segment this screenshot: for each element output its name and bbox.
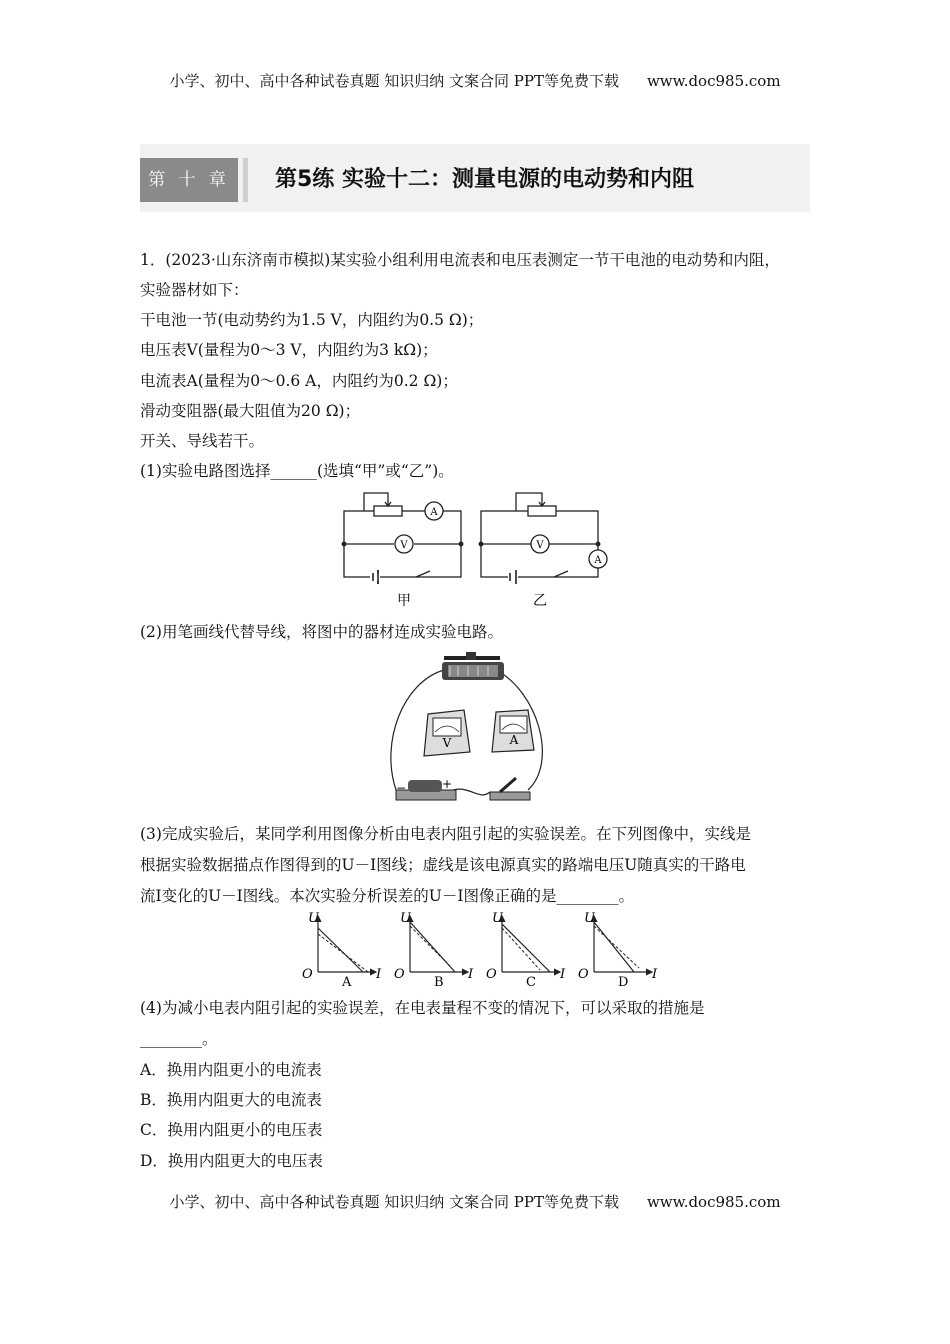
meter-a-yi: A xyxy=(594,555,602,566)
battery-minus: − xyxy=(396,781,407,795)
page-header xyxy=(0,70,950,91)
battery-plus: + xyxy=(442,777,453,791)
label-jia: 甲 xyxy=(397,593,411,609)
chapter-tag: 第 十 章 xyxy=(140,158,238,202)
part-3-line-1: (3)完成实验后，某同学利用图像分析由电表内阻引起的实验误差。在下列图像中，实线是 xyxy=(140,825,751,843)
battery-icon xyxy=(396,777,456,800)
origin-label: O xyxy=(302,967,313,982)
measured-line xyxy=(594,922,634,972)
u-label: U xyxy=(492,911,503,926)
option-b[interactable]: B．换用内阻更大的电流表 xyxy=(140,1091,322,1109)
true-line xyxy=(502,928,540,970)
footer-ad-text: 小学、初中、高中各种试卷真题 知识归纳 文案合同 PPT等免费下载 xyxy=(169,1193,619,1211)
ui-graph-d xyxy=(578,911,658,988)
meter-a-jia: A xyxy=(430,507,438,518)
chapter-banner xyxy=(140,144,810,212)
i-label: I xyxy=(376,967,382,982)
page-footer xyxy=(0,1191,950,1212)
graph-option-label: A xyxy=(342,975,352,988)
label-yi: 乙 xyxy=(533,593,547,609)
option-c[interactable]: C．换用内阻更小的电压表 xyxy=(140,1121,323,1139)
meter-v-yi: V xyxy=(536,540,544,551)
banner-divider xyxy=(243,158,248,202)
true-line xyxy=(594,926,639,968)
item-switch: 开关、导线若干。 xyxy=(140,432,265,450)
question-intro-2: 实验器材如下： xyxy=(140,281,249,299)
part-3-line-3: 流I变化的U－I图线。本次实验分析误差的U－I图像正确的是________。 xyxy=(140,887,634,905)
circuit-yi xyxy=(479,493,607,584)
ui-graph-a xyxy=(302,911,382,988)
option-a[interactable]: A．换用内阻更小的电流表 xyxy=(140,1061,322,1079)
header-url[interactable]: www.doc985.com xyxy=(646,72,781,90)
graph-group xyxy=(302,911,658,988)
origin-label: O xyxy=(578,967,589,982)
meter-v-jia: V xyxy=(400,540,408,551)
item-ammeter: 电流表A(量程为0～0.6 A，内阻约为0.2 Ω)； xyxy=(140,372,458,390)
header-ad-text: 小学、初中、高中各种试卷真题 知识归纳 文案合同 PPT等免费下载 xyxy=(169,72,619,90)
item-voltmeter: 电压表V(量程为0～3 V，内阻约为3 kΩ)； xyxy=(140,341,438,359)
i-label: I xyxy=(468,967,474,982)
i-label: I xyxy=(560,967,566,982)
origin-label: O xyxy=(486,967,497,982)
measured-line xyxy=(410,922,455,972)
ui-graph-c xyxy=(486,911,566,988)
measured-line xyxy=(318,928,363,972)
ammeter-icon xyxy=(492,710,534,752)
part-2: (2)用笔画线代替导线，将图中的器材连成实验电路。 xyxy=(140,623,503,641)
graph-option-label: D xyxy=(618,975,629,988)
circuit-diagrams xyxy=(330,485,620,615)
equipment-illustration xyxy=(378,652,578,807)
item-rheostat: 滑动变阻器(最大阻值为20 Ω)； xyxy=(140,402,361,420)
page-title: 第5练 实验十二：测量电源的电动势和内阻 xyxy=(275,167,694,192)
part-1: (1)实验电路图选择______(选填“甲”或“乙”)。 xyxy=(140,462,454,480)
measured-line xyxy=(502,924,550,972)
true-line xyxy=(318,934,368,972)
part-4-line-2: ________。 xyxy=(140,1030,218,1048)
circuit-jia xyxy=(342,493,463,584)
u-label: U xyxy=(400,911,411,926)
graph-option-label: B xyxy=(434,975,444,988)
u-label: U xyxy=(584,911,595,926)
rheostat-icon xyxy=(442,652,504,680)
origin-label: O xyxy=(394,967,405,982)
i-label: I xyxy=(652,967,658,982)
ui-graph-b xyxy=(394,911,474,988)
graph-option-label: C xyxy=(526,975,536,988)
ammeter-letter: A xyxy=(509,733,519,747)
option-d[interactable]: D．换用内阻更大的电压表 xyxy=(140,1152,323,1170)
question-intro-1: 1．(2023·山东济南市模拟)某实验小组利用电流表和电压表测定一节干电池的电动势和内阻， xyxy=(140,251,780,269)
u-label: U xyxy=(308,911,319,926)
part-3-line-2: 根据实验数据描点作图得到的U－I图线；虚线是该电源真实的路端电压U随真实的干路电 xyxy=(140,856,746,874)
voltmeter-icon xyxy=(424,710,470,756)
ui-graphs xyxy=(290,908,670,988)
part-4-line-1: (4)为减小电表内阻引起的实验误差，在电表量程不变的情况下，可以采取的措施是 xyxy=(140,999,705,1017)
switch-icon xyxy=(490,778,530,800)
voltmeter-letter: V xyxy=(442,736,452,750)
footer-url[interactable]: www.doc985.com xyxy=(646,1193,781,1211)
item-battery: 干电池一节(电动势约为1.5 V，内阻约为0.5 Ω)； xyxy=(140,311,484,329)
